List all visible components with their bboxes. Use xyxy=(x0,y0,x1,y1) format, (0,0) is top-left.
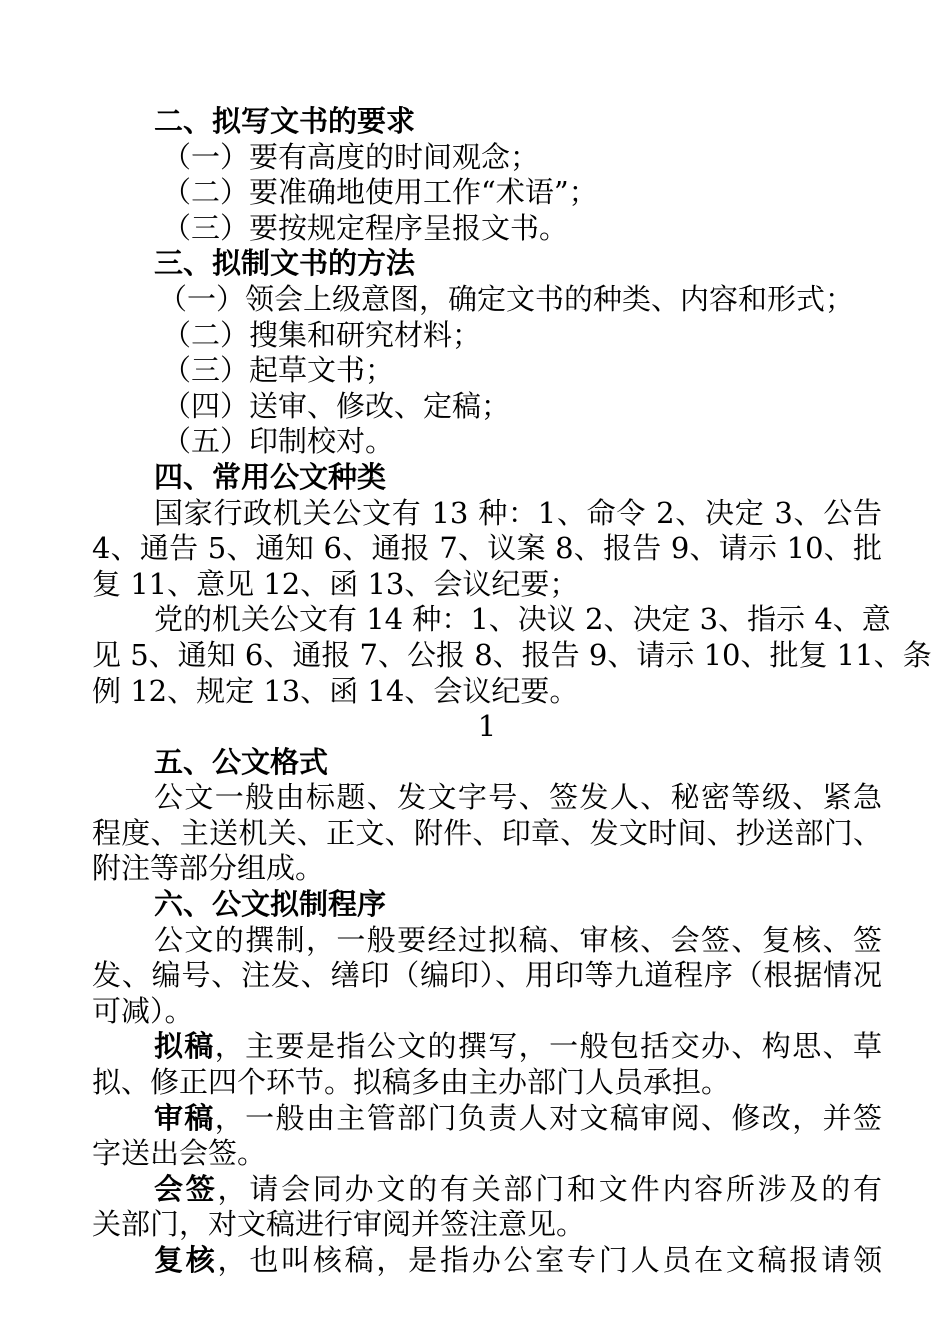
paragraph-line: 国家行政机关公文有 13 种：1、命令 2、决定 3、公告 xyxy=(154,495,882,530)
term-fuhe: 复核 xyxy=(154,1243,218,1277)
term-text: ，主要是指公文的撰写，一般包括交办、构思、草 xyxy=(214,1029,882,1064)
page-number: 1 xyxy=(477,709,497,744)
paragraph-line: 发、编号、注发、缮印（编印）、用印等九道程序（根据情况 xyxy=(92,958,882,993)
section-heading-4: 四、常用公文种类 xyxy=(154,459,387,494)
paragraph-line xyxy=(92,1243,882,1279)
paragraph-line: 见 5、通知 6、通报 7、公报 8、报告 9、请示 10、批复 11、条 xyxy=(92,637,932,672)
list-item: （四）送审、修改、定稿； xyxy=(162,388,511,423)
list-item: （二）要准确地使用工作“术语”； xyxy=(162,175,598,210)
paragraph-line xyxy=(92,1029,882,1065)
list-item: （一）领会上级意图，确定文书的种类、内容和形式； xyxy=(158,281,855,316)
list-item: （一）要有高度的时间观念； xyxy=(162,139,540,174)
paragraph-line: 关部门，对文稿进行审阅并签注意见。 xyxy=(92,1207,586,1242)
section-heading-3: 三、拟制文书的方法 xyxy=(154,246,416,281)
section-heading-6: 六、公文拟制程序 xyxy=(154,887,387,922)
paragraph-line: 拟、修正四个环节。拟稿多由主办部门人员承担。 xyxy=(92,1065,731,1100)
list-item: （五）印制校对。 xyxy=(162,424,395,459)
term-text: ，一般由主管部门负责人对文稿审阅、修改，并签 xyxy=(214,1100,882,1135)
paragraph-line: 4、通告 5、通知 6、通报 7、议案 8、报告 9、请示 10、批 xyxy=(92,531,882,566)
term-shengao: 审稿 xyxy=(154,1100,215,1135)
paragraph-line xyxy=(92,1172,882,1208)
paragraph-line: 例 12、规定 13、函 14、会议纪要。 xyxy=(92,673,579,708)
paragraph-line: 党的机关公文有 14 种：1、决议 2、决定 3、指示 4、意 xyxy=(154,602,891,637)
paragraph-line xyxy=(92,1101,882,1137)
paragraph-line: 程度、主送机关、正文、附件、印章、发文时间、抄送部门、 xyxy=(92,815,882,850)
paragraph-line: 可减）。 xyxy=(92,993,194,1028)
term-text: ，也叫核稿，是指办公室专门人员在文稿报请领 xyxy=(217,1243,882,1277)
term-nigao: 拟稿 xyxy=(154,1029,215,1064)
paragraph-line: 公文一般由标题、发文字号、签发人、秘密等级、紧急 xyxy=(154,780,882,815)
section-heading-5: 五、公文格式 xyxy=(154,744,329,779)
list-item: （三）要按规定程序呈报文书。 xyxy=(162,210,569,245)
list-item: （三）起草文书； xyxy=(162,353,395,388)
paragraph-line: 附注等部分组成。 xyxy=(92,851,325,886)
paragraph-line: 字送出会签。 xyxy=(92,1136,267,1171)
term-text: ，请会同办文的有关部门和文件内容所涉及的有 xyxy=(217,1171,882,1206)
term-huiqian: 会签 xyxy=(154,1171,218,1206)
paragraph-line: 公文的撰制，一般要经过拟稿、审核、会签、复核、签 xyxy=(154,922,882,957)
list-item: （二）搜集和研究材料； xyxy=(162,317,482,352)
section-heading-2: 二、拟写文书的要求 xyxy=(154,104,416,138)
document-page xyxy=(92,104,932,1279)
paragraph-line: 复 11、意见 12、函 13、会议纪要； xyxy=(92,566,579,601)
